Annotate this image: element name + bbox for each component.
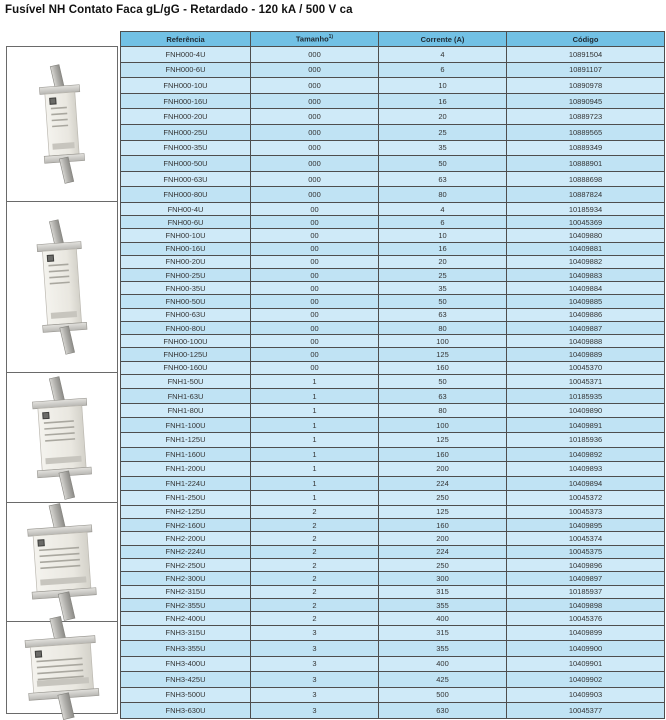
cell-referencia: FNH1-100U <box>121 418 251 433</box>
cell-referencia: FNH2-200U <box>121 532 251 545</box>
cell-codigo: 10409900 <box>507 641 665 657</box>
cell-codigo: 10890945 <box>507 93 665 109</box>
nh-fuse-size-000-photo <box>6 46 118 202</box>
cell-corrente: 200 <box>379 532 507 545</box>
table-row <box>121 545 665 558</box>
cell-tamanho: 00 <box>251 361 379 374</box>
cell-codigo: 10409901 <box>507 656 665 672</box>
cell-codigo: 10409894 <box>507 476 665 491</box>
cell-codigo: 10045373 <box>507 505 665 518</box>
table-row <box>121 308 665 321</box>
cell-codigo: 10889349 <box>507 140 665 156</box>
cell-codigo: 10409895 <box>507 519 665 532</box>
cell-tamanho: 00 <box>251 269 379 282</box>
cell-tamanho: 000 <box>251 62 379 78</box>
cell-codigo: 10887824 <box>507 187 665 203</box>
table-row <box>121 687 665 703</box>
table-section-size-1 <box>121 374 665 505</box>
cell-referencia: FNH2-400U <box>121 612 251 625</box>
cell-referencia: FNH000-50U <box>121 156 251 172</box>
cell-codigo: 10890978 <box>507 78 665 94</box>
cell-tamanho: 3 <box>251 625 379 641</box>
cell-corrente: 35 <box>379 140 507 156</box>
cell-referencia: FNH1-224U <box>121 476 251 491</box>
cell-referencia: FNH000-35U <box>121 140 251 156</box>
cell-corrente: 10 <box>379 229 507 242</box>
cell-tamanho: 3 <box>251 641 379 657</box>
cell-referencia: FNH000-10U <box>121 78 251 94</box>
cell-corrente: 63 <box>379 308 507 321</box>
cell-corrente: 25 <box>379 124 507 140</box>
cell-referencia: FNH00-20U <box>121 255 251 268</box>
table-section-size-00 <box>121 202 665 374</box>
cell-codigo: 10891504 <box>507 47 665 63</box>
cell-tamanho: 000 <box>251 140 379 156</box>
table-row <box>121 242 665 255</box>
cell-codigo: 10409890 <box>507 403 665 418</box>
cell-referencia: FNH00-35U <box>121 282 251 295</box>
cell-corrente: 35 <box>379 282 507 295</box>
cell-codigo: 10045370 <box>507 361 665 374</box>
nh-fuse-size-00-photo <box>6 201 118 373</box>
cell-codigo: 10409898 <box>507 599 665 612</box>
cell-corrente: 125 <box>379 348 507 361</box>
table-row <box>121 171 665 187</box>
cell-corrente: 160 <box>379 519 507 532</box>
cell-referencia: FNH2-160U <box>121 519 251 532</box>
cell-codigo: 10045371 <box>507 374 665 389</box>
cell-codigo: 10409885 <box>507 295 665 308</box>
cell-corrente: 224 <box>379 545 507 558</box>
cell-corrente: 6 <box>379 216 507 229</box>
cell-codigo: 10409882 <box>507 255 665 268</box>
cell-codigo: 10185935 <box>507 389 665 404</box>
cell-codigo: 10409896 <box>507 559 665 572</box>
cell-corrente: 20 <box>379 109 507 125</box>
table-row <box>121 361 665 374</box>
header-referencia: Referência <box>121 32 251 47</box>
cell-codigo: 10409889 <box>507 348 665 361</box>
cell-corrente: 315 <box>379 585 507 598</box>
cell-codigo: 10889565 <box>507 124 665 140</box>
cell-corrente: 50 <box>379 295 507 308</box>
table-row <box>121 295 665 308</box>
cell-tamanho: 2 <box>251 545 379 558</box>
cell-referencia: FNH00-10U <box>121 229 251 242</box>
table-row <box>121 229 665 242</box>
cell-corrente: 4 <box>379 202 507 215</box>
cell-corrente: 425 <box>379 672 507 688</box>
cell-codigo: 10888901 <box>507 156 665 172</box>
cell-referencia: FNH1-63U <box>121 389 251 404</box>
cell-referencia: FNH3-425U <box>121 672 251 688</box>
table-row <box>121 255 665 268</box>
cell-corrente: 630 <box>379 703 507 719</box>
cell-referencia: FNH000-63U <box>121 171 251 187</box>
cell-corrente: 160 <box>379 447 507 462</box>
cell-tamanho: 00 <box>251 321 379 334</box>
cell-tamanho: 1 <box>251 476 379 491</box>
cell-referencia: FNH3-315U <box>121 625 251 641</box>
cell-referencia: FNH000-25U <box>121 124 251 140</box>
cell-referencia: FNH1-50U <box>121 374 251 389</box>
cell-referencia: FNH2-355U <box>121 599 251 612</box>
cell-tamanho: 00 <box>251 335 379 348</box>
cell-referencia: FNH00-80U <box>121 321 251 334</box>
cell-tamanho: 00 <box>251 295 379 308</box>
table-row <box>121 269 665 282</box>
cell-tamanho: 2 <box>251 559 379 572</box>
tamanho-footnote-marker: 1) <box>328 34 334 41</box>
table-row <box>121 703 665 719</box>
cell-tamanho: 2 <box>251 519 379 532</box>
cell-codigo: 10045372 <box>507 491 665 506</box>
cell-referencia: FNH000-20U <box>121 109 251 125</box>
cell-codigo: 10888698 <box>507 171 665 187</box>
cell-tamanho: 1 <box>251 491 379 506</box>
cell-corrente: 200 <box>379 462 507 477</box>
table-row <box>121 612 665 625</box>
cell-tamanho: 00 <box>251 282 379 295</box>
table-row <box>121 585 665 598</box>
cell-referencia: FNH00-125U <box>121 348 251 361</box>
cell-tamanho: 1 <box>251 418 379 433</box>
table-row <box>121 559 665 572</box>
cell-referencia: FNH3-400U <box>121 656 251 672</box>
cell-corrente: 125 <box>379 505 507 518</box>
cell-tamanho: 3 <box>251 656 379 672</box>
table-row <box>121 202 665 215</box>
cell-tamanho: 000 <box>251 109 379 125</box>
cell-tamanho: 1 <box>251 447 379 462</box>
cell-codigo: 10409902 <box>507 672 665 688</box>
cell-corrente: 400 <box>379 612 507 625</box>
cell-codigo: 10409883 <box>507 269 665 282</box>
cell-corrente: 400 <box>379 656 507 672</box>
table-row <box>121 321 665 334</box>
cell-referencia: FNH2-125U <box>121 505 251 518</box>
cell-tamanho: 1 <box>251 432 379 447</box>
cell-corrente: 100 <box>379 335 507 348</box>
nh-fuse-size-3-photo <box>6 621 118 714</box>
table-row <box>121 140 665 156</box>
cell-corrente: 80 <box>379 403 507 418</box>
cell-tamanho: 00 <box>251 229 379 242</box>
table-row <box>121 156 665 172</box>
cell-referencia: FNH00-100U <box>121 335 251 348</box>
cell-tamanho: 000 <box>251 171 379 187</box>
cell-corrente: 10 <box>379 78 507 94</box>
table-row <box>121 47 665 63</box>
table-row <box>121 335 665 348</box>
table-row <box>121 389 665 404</box>
cell-corrente: 80 <box>379 187 507 203</box>
table-section-size-3 <box>121 625 665 718</box>
cell-codigo: 10185934 <box>507 202 665 215</box>
cell-tamanho: 000 <box>251 187 379 203</box>
cell-referencia: FNH3-500U <box>121 687 251 703</box>
cell-referencia: FNH3-355U <box>121 641 251 657</box>
cell-tamanho: 00 <box>251 255 379 268</box>
table-row <box>121 462 665 477</box>
table-row <box>121 432 665 447</box>
cell-tamanho: 3 <box>251 687 379 703</box>
table-row <box>121 599 665 612</box>
cell-codigo: 10409884 <box>507 282 665 295</box>
cell-corrente: 300 <box>379 572 507 585</box>
cell-tamanho: 3 <box>251 672 379 688</box>
table-row <box>121 216 665 229</box>
cell-codigo: 10409881 <box>507 242 665 255</box>
cell-tamanho: 1 <box>251 374 379 389</box>
cell-codigo: 10045369 <box>507 216 665 229</box>
cell-tamanho: 000 <box>251 78 379 94</box>
table-row <box>121 672 665 688</box>
table-row <box>121 403 665 418</box>
cell-codigo: 10409899 <box>507 625 665 641</box>
cell-tamanho: 2 <box>251 599 379 612</box>
cell-corrente: 355 <box>379 641 507 657</box>
cell-corrente: 4 <box>379 47 507 63</box>
cell-referencia: FNH2-300U <box>121 572 251 585</box>
cell-referencia: FNH00-6U <box>121 216 251 229</box>
cell-referencia: FNH1-200U <box>121 462 251 477</box>
cell-tamanho: 1 <box>251 389 379 404</box>
cell-codigo: 10045377 <box>507 703 665 719</box>
cell-corrente: 125 <box>379 432 507 447</box>
cell-referencia: FNH1-160U <box>121 447 251 462</box>
header-corrente: Corrente (A) <box>379 32 507 47</box>
cell-corrente: 355 <box>379 599 507 612</box>
cell-tamanho: 2 <box>251 505 379 518</box>
cell-referencia: FNH1-250U <box>121 491 251 506</box>
cell-codigo: 10045374 <box>507 532 665 545</box>
table-row <box>121 532 665 545</box>
cell-referencia: FNH00-50U <box>121 295 251 308</box>
table-row <box>121 572 665 585</box>
table-row <box>121 282 665 295</box>
cell-referencia: FNH00-4U <box>121 202 251 215</box>
table-row <box>121 93 665 109</box>
cell-codigo: 10409888 <box>507 335 665 348</box>
cell-codigo: 10409892 <box>507 447 665 462</box>
cell-corrente: 63 <box>379 389 507 404</box>
cell-referencia: FNH00-160U <box>121 361 251 374</box>
header-tamanho: Tamanho$^{1)}$ <box>251 32 379 47</box>
table-section-size-000 <box>121 47 665 203</box>
cell-corrente: 100 <box>379 418 507 433</box>
cell-codigo: 10185937 <box>507 585 665 598</box>
cell-tamanho: 00 <box>251 308 379 321</box>
cell-tamanho: 2 <box>251 585 379 598</box>
cell-referencia: FNH1-80U <box>121 403 251 418</box>
cell-corrente: 224 <box>379 476 507 491</box>
cell-codigo: 10409886 <box>507 308 665 321</box>
cell-corrente: 50 <box>379 374 507 389</box>
fuse-table <box>120 31 665 719</box>
table-row <box>121 124 665 140</box>
cell-tamanho: 3 <box>251 703 379 719</box>
cell-tamanho: 2 <box>251 572 379 585</box>
cell-corrente: 315 <box>379 625 507 641</box>
cell-referencia: FNH000-80U <box>121 187 251 203</box>
cell-tamanho: 2 <box>251 532 379 545</box>
cell-referencia: FNH00-63U <box>121 308 251 321</box>
table-row <box>121 656 665 672</box>
cell-corrente: 16 <box>379 93 507 109</box>
cell-corrente: 250 <box>379 559 507 572</box>
cell-referencia: FNH2-224U <box>121 545 251 558</box>
table-section-size-2 <box>121 505 665 625</box>
cell-codigo: 10185936 <box>507 432 665 447</box>
cell-tamanho: 00 <box>251 242 379 255</box>
cell-tamanho: 1 <box>251 403 379 418</box>
cell-corrente: 20 <box>379 255 507 268</box>
cell-referencia: FNH00-25U <box>121 269 251 282</box>
cell-tamanho: 00 <box>251 348 379 361</box>
cell-codigo: 10409893 <box>507 462 665 477</box>
table-row <box>121 491 665 506</box>
cell-tamanho: 000 <box>251 124 379 140</box>
cell-referencia: FNH000-6U <box>121 62 251 78</box>
table-row <box>121 348 665 361</box>
table-row <box>121 519 665 532</box>
cell-referencia: FNH1-125U <box>121 432 251 447</box>
cell-tamanho: 00 <box>251 216 379 229</box>
cell-tamanho: 000 <box>251 93 379 109</box>
nh-fuse-size-1-photo <box>6 372 118 503</box>
cell-codigo: 10409903 <box>507 687 665 703</box>
cell-tamanho: 1 <box>251 462 379 477</box>
table-header <box>121 32 665 47</box>
page-title: Fusível NH Contato Faca gL/gG - Retardado - 120 kA / 500 V ca <box>5 4 353 16</box>
cell-tamanho: 000 <box>251 47 379 63</box>
cell-codigo: 10891107 <box>507 62 665 78</box>
cell-referencia: FNH2-250U <box>121 559 251 572</box>
cell-codigo: 10045376 <box>507 612 665 625</box>
product-image-column <box>6 46 118 714</box>
cell-corrente: 160 <box>379 361 507 374</box>
table-row <box>121 447 665 462</box>
cell-referencia: FNH3-630U <box>121 703 251 719</box>
cell-corrente: 50 <box>379 156 507 172</box>
cell-corrente: 250 <box>379 491 507 506</box>
cell-corrente: 16 <box>379 242 507 255</box>
cell-corrente: 80 <box>379 321 507 334</box>
cell-referencia: FNH2-315U <box>121 585 251 598</box>
table-row <box>121 109 665 125</box>
cell-tamanho: 000 <box>251 156 379 172</box>
cell-tamanho: 2 <box>251 612 379 625</box>
cell-corrente: 6 <box>379 62 507 78</box>
table-row <box>121 374 665 389</box>
cell-corrente: 25 <box>379 269 507 282</box>
table-row <box>121 625 665 641</box>
cell-referencia: FNH000-16U <box>121 93 251 109</box>
table-row <box>121 418 665 433</box>
table-row <box>121 62 665 78</box>
cell-corrente: 500 <box>379 687 507 703</box>
cell-referencia: FNH000-4U <box>121 47 251 63</box>
header-codigo: Código <box>507 32 665 47</box>
cell-codigo: 10409887 <box>507 321 665 334</box>
table-row <box>121 78 665 94</box>
cell-tamanho: 00 <box>251 202 379 215</box>
cell-codigo: 10889723 <box>507 109 665 125</box>
nh-fuse-size-2-photo <box>6 502 118 622</box>
table-row <box>121 187 665 203</box>
cell-codigo: 10409880 <box>507 229 665 242</box>
table-row <box>121 641 665 657</box>
cell-referencia: FNH00-16U <box>121 242 251 255</box>
table-row <box>121 476 665 491</box>
table-row <box>121 505 665 518</box>
cell-codigo: 10409891 <box>507 418 665 433</box>
cell-corrente: 63 <box>379 171 507 187</box>
cell-codigo: 10409897 <box>507 572 665 585</box>
cell-codigo: 10045375 <box>507 545 665 558</box>
